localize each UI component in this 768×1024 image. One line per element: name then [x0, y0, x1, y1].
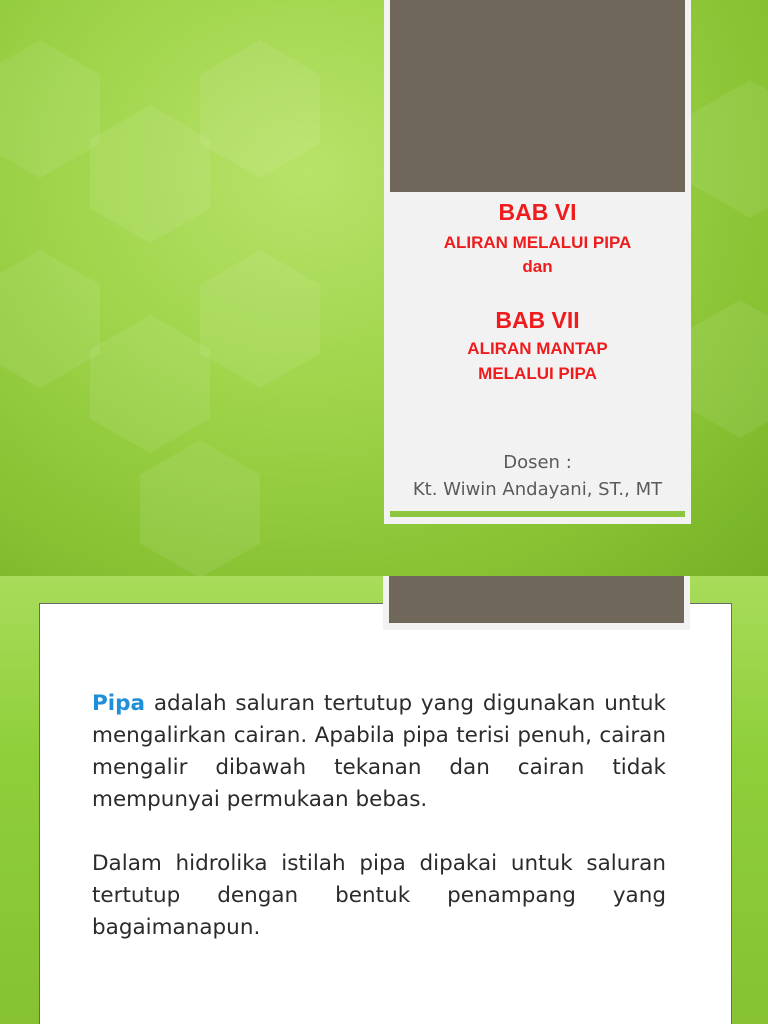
- content-slide: [0, 576, 768, 1024]
- bab7-subtitle-line1: ALIRAN MANTAP: [467, 339, 608, 358]
- paragraph-definition: [92, 688, 666, 816]
- background-hexagon: [90, 105, 210, 243]
- title-photo: [390, 0, 685, 192]
- content-photo: [389, 576, 684, 623]
- title-card: [384, 0, 691, 524]
- paragraph-hydraulics: Dalam hidrolika istilah pipa dipakai untuk saluran tertutup dengan bentuk penampang yang bagaimanapun.: [92, 851, 666, 940]
- dosen-name: Kt. Wiwin Andayani, ST., MT: [412, 479, 663, 500]
- bab6-connector: dan: [522, 257, 553, 276]
- background-hexagon: [200, 40, 320, 178]
- background-hexagon: [200, 250, 320, 388]
- paragraph-definition-text: adalah saluran tertutup yang digunakan untuk mengalirkan cairan. Apabila pipa terisi penuh, cairan mengalir dibawah tekanan dan cairan tidak mempunyai permukaan bebas.: [92, 691, 666, 812]
- dosen-label: Dosen :: [503, 452, 572, 473]
- content-box: [39, 603, 732, 1024]
- bab7-title: BAB VII: [495, 307, 580, 333]
- background-hexagon: [680, 300, 768, 438]
- background-hexagon: [90, 315, 210, 453]
- photo-tab: [383, 576, 690, 630]
- keyword-pipa: Pipa: [92, 691, 146, 716]
- accent-bar: [390, 511, 685, 517]
- background-hexagon: [140, 440, 260, 576]
- background-hexagon: [690, 80, 768, 218]
- bab7-subtitle-line2: MELALUI PIPA: [478, 364, 597, 383]
- bab6-subtitle: ALIRAN MELALUI PIPA: [443, 233, 632, 252]
- background-hexagon: [0, 40, 100, 178]
- background-hexagon: [0, 250, 100, 388]
- bab6-title: BAB VI: [498, 199, 577, 225]
